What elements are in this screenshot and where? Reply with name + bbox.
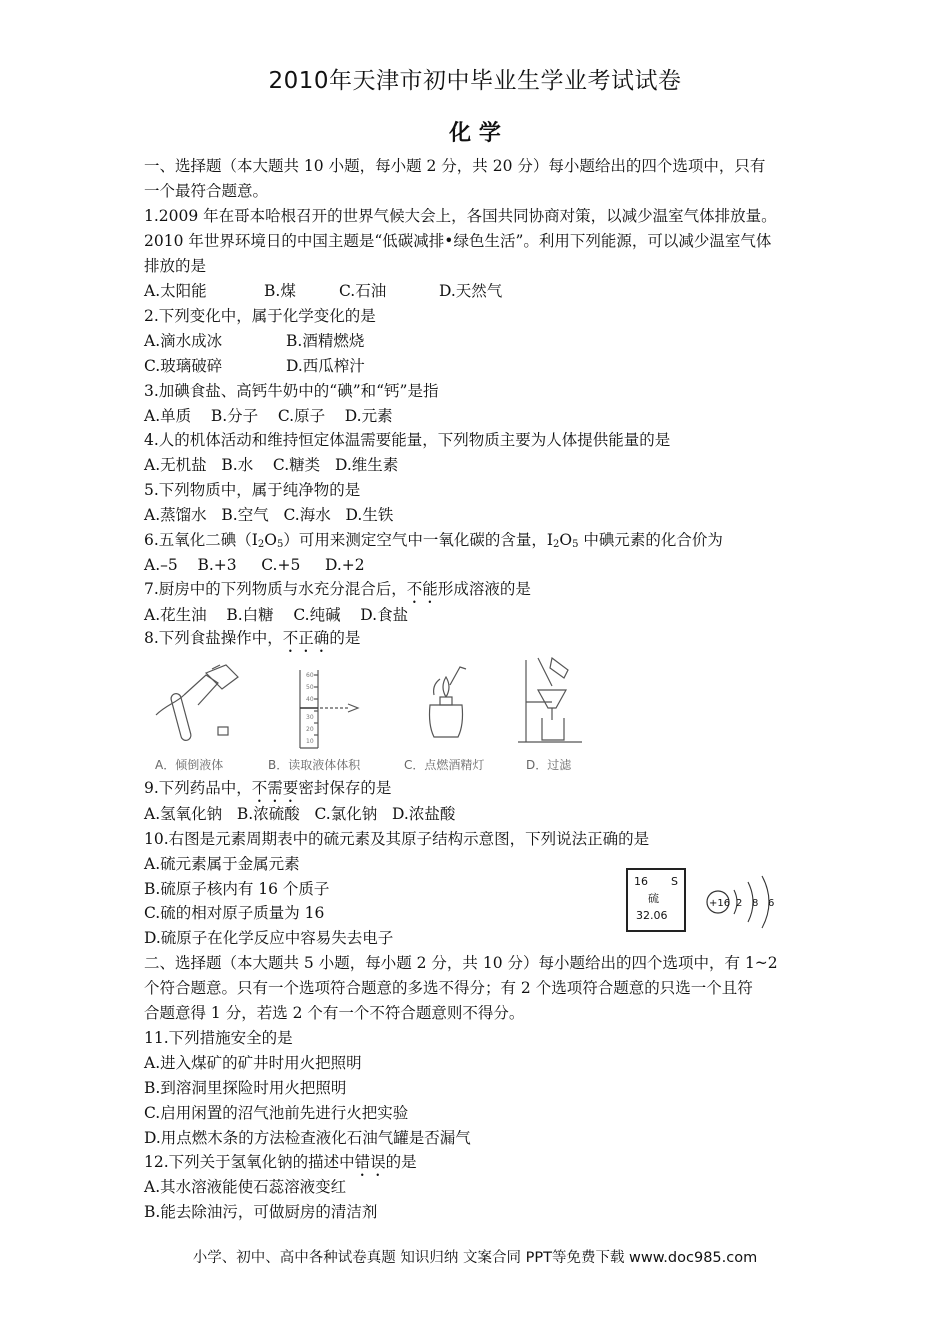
q11-stem: 11.下列措施安全的是 xyxy=(144,1029,293,1047)
q2-option-a: A.滴水成冰 xyxy=(144,332,223,350)
q2-option-d: D.西瓜榨汁 xyxy=(286,357,365,375)
scale-label: 30 xyxy=(306,714,314,721)
q9-emphasis: 不需要 xyxy=(251,779,299,797)
figure-caption-d: D．过滤 xyxy=(526,758,572,772)
q12-emphasis: 错误 xyxy=(354,1153,386,1171)
q2-option-b: B.酒精燃烧 xyxy=(286,332,365,350)
atomic-mass: 32.06 xyxy=(636,909,668,922)
q1-option-c: C.石油 xyxy=(339,282,387,300)
q2-stem: 2.下列变化中，属于化学变化的是 xyxy=(144,307,376,325)
scale-label: 40 xyxy=(306,696,314,703)
q11-option-a: A.进入煤矿的矿井时用火把照明 xyxy=(144,1054,362,1072)
figure-caption-b: B．读取液体体积 xyxy=(268,758,361,772)
section2-intro: 二、选择题（本大题共 5 小题，每小题 2 分，共 10 分）每小题给出的四个选项中，有 1~2 xyxy=(144,954,778,972)
q12-stem: 12.下列关于氢氧化钠的描述中错误的是 xyxy=(144,1153,417,1171)
q7-stem: 7.厨房中的下列物质与水充分混合后，不能形成溶液的是 xyxy=(144,580,531,598)
alcohol-lamp-figure xyxy=(410,655,480,750)
q10-option-d: D.硫原子在化学反应中容易失去电子 xyxy=(144,929,394,947)
q3-stem: 3.加碘食盐、高钙牛奶中的“碘”和“钙”是指 xyxy=(144,382,439,400)
q4-stem: 4.人的机体活动和维持恒定体温需要能量，下列物质主要为人体提供能量的是 xyxy=(144,431,671,449)
q12-option-b: B.能去除油污，可做厨房的清洁剂 xyxy=(144,1203,378,1221)
q7-options: A.花生油 B.白糖 C.纯碱 D.食盐 xyxy=(144,606,409,624)
q7-emphasis: 不能 xyxy=(406,580,438,598)
atomic-number: 16 xyxy=(634,875,648,888)
q10-option-a: A.硫元素属于金属元素 xyxy=(144,855,300,873)
electron-shell-1: 2 xyxy=(736,898,743,909)
q9-options: A.氢氧化钠 B.浓硫酸 C.氯化钠 D.浓盐酸 xyxy=(144,805,456,823)
q11-option-b: B.到溶洞里探险时用火把照明 xyxy=(144,1079,347,1097)
q11-option-d: D.用点燃木条的方法检查液化石油气罐是否漏气 xyxy=(144,1129,471,1147)
graduated-cylinder-figure xyxy=(270,660,370,755)
scale-label: 20 xyxy=(306,726,314,733)
page-title: 2010年天津市初中毕业生学业考试试卷 xyxy=(268,68,682,94)
q5-options: A.蒸馏水 B.空气 C.海水 D.生铁 xyxy=(144,506,394,524)
q10-stem: 10.右图是元素周期表中的硫元素及其原子结构示意图，下列说法正确的是 xyxy=(144,830,650,848)
q1-option-d: D.天然气 xyxy=(439,282,503,300)
q5-stem: 5.下列物质中，属于纯净物的是 xyxy=(144,481,361,499)
section1-intro: 一、选择题（本大题共 10 小题，每小题 2 分，共 20 分）每小题给出的四个选项中，只有 xyxy=(144,157,766,175)
figure-caption-c: C．点燃酒精灯 xyxy=(404,758,485,772)
q3-options: A.单质 B.分子 C.原子 D.元素 xyxy=(144,407,393,425)
q9-stem: 9.下列药品中，不需要密封保存的是 xyxy=(144,779,392,797)
q12-option-a: A.其水溶液能使石蕊溶液变红 xyxy=(144,1178,347,1196)
q11-option-c: C.启用闲置的沼气池前先进行火把实验 xyxy=(144,1104,409,1122)
q8-emphasis: 不正确 xyxy=(282,629,330,647)
pour-liquid-figure xyxy=(146,655,246,750)
q1-stem-cont: 2010 年世界环境日的中国主题是“低碳减排•绿色生活”。利用下列能源，可以减少温室气体 xyxy=(144,232,772,250)
element-symbol: S xyxy=(671,875,678,888)
scale-label: 10 xyxy=(306,738,314,745)
electron-shell-3: 6 xyxy=(768,898,775,909)
q1-option-b: B.煤 xyxy=(264,282,296,300)
nucleus-charge: +16 xyxy=(709,898,731,909)
q10-option-b: B.硫原子核内有 16 个质子 xyxy=(144,880,330,898)
footer-ad-text: 小学、初中、高中各种试卷真题 知识归纳 文案合同 PPT等免费下载 www.doc985.com xyxy=(192,1250,758,1266)
section2-intro-cont: 个符合题意。只有一个选项符合题意的多选不得分；有 2 个选项符合题意的只选一个且符 xyxy=(144,979,753,997)
q6-stem: 6.五氧化二碘$(I_2O_5)$可用来测定空气中一氧化碳的含量，$I_2O_5$ 中碘元素的化合价为 xyxy=(144,531,723,550)
section2-intro-end: 合题意得 1 分，若选 2 个有一个不符合题意则不得分。 xyxy=(144,1004,525,1022)
q1-stem: 1.2009 年在哥本哈根召开的世界气候大会上，各国共同协商对策，以减少温室气体排放量。 xyxy=(144,207,777,225)
element-name: 硫 xyxy=(648,892,659,905)
q2-option-c: C.玻璃破碎 xyxy=(144,357,223,375)
q6-options: A.–5 B.+3 C.+5 D.+2 xyxy=(144,556,365,574)
q1-stem-end: 排放的是 xyxy=(144,257,207,275)
scale-label: 60 xyxy=(306,672,314,679)
scale-label: 50 xyxy=(306,684,314,691)
electron-shell-2: 8 xyxy=(752,898,759,909)
figure-caption-a: A．倾倒液体 xyxy=(155,758,224,772)
sulfur-element-card xyxy=(626,868,686,932)
filtration-figure xyxy=(512,650,592,750)
q8-stem: 8.下列食盐操作中，不正确的是 xyxy=(144,629,361,647)
subject-heading: 化 学 xyxy=(449,121,501,146)
q1-option-a: A.太阳能 xyxy=(144,282,207,300)
q4-options: A.无机盐 B.水 C.糖类 D.维生素 xyxy=(144,456,399,474)
sulfur-atom-diagram xyxy=(700,868,790,938)
q10-option-c: C.硫的相对原子质量为 16 xyxy=(144,904,325,922)
section1-intro-cont: 一个最符合题意。 xyxy=(144,182,269,200)
